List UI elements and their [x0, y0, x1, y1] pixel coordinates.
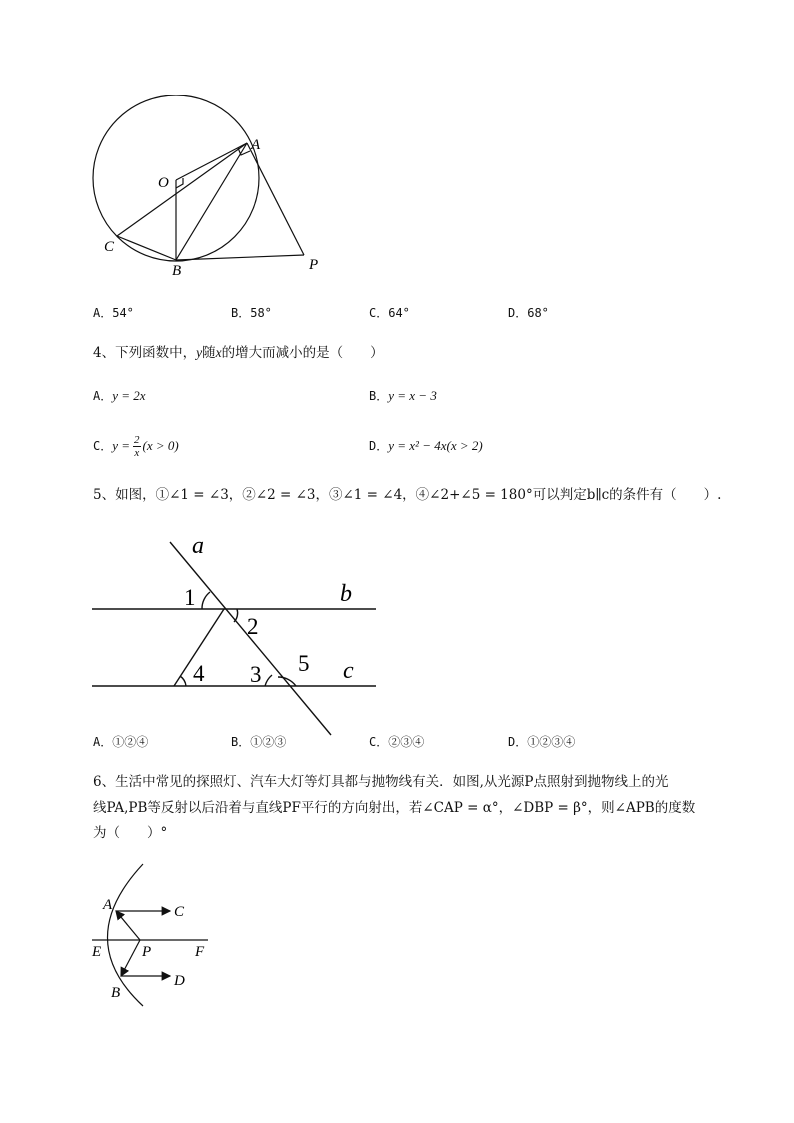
segment-ap: [247, 143, 304, 255]
parallel-lines-figure: [85, 530, 385, 745]
q5-stem: 5、如图，①∠1 = ∠3，②∠2 = ∠3，③∠1 = ∠4，④∠2+∠5 = 180°可以判定b∥c的条件有（ ）.: [93, 487, 722, 503]
label-5: 5: [298, 651, 310, 676]
label-c: c: [343, 658, 354, 684]
label-e: E: [92, 944, 102, 960]
q4-stem: 4、下列函数中，y随x的增大而减小的是（ ）: [93, 345, 384, 361]
label-f: F: [195, 944, 205, 960]
label-a: a: [192, 533, 204, 559]
label-o: O: [158, 175, 169, 191]
label-2: 2: [247, 614, 259, 639]
q6-stem-line2: 线PA,PB等反射以后沿着与直线PF平行的方向射出，若∠CAP = α°，∠DBP = β°，则∠APB的度数: [93, 800, 696, 816]
q4-option-b[interactable]: B．y = x − 3: [369, 388, 437, 403]
circle-figure: [85, 95, 335, 285]
angle-arc-3: [265, 675, 272, 686]
segment-ca: [117, 143, 247, 236]
angle-arc-4: [180, 676, 186, 686]
segment-cb: [117, 236, 176, 260]
label-b: b: [340, 581, 352, 607]
q3-option-a[interactable]: A．54°: [93, 306, 134, 320]
label-4: 4: [193, 661, 205, 686]
q6-stem-line3: 为（ ）°: [93, 825, 168, 841]
q3-option-b[interactable]: B．58°: [231, 306, 272, 320]
q4-option-a[interactable]: A．y = 2x: [93, 388, 146, 403]
segment-ba: [176, 143, 247, 260]
q4-option-d[interactable]: D．y = x² − 4x(x > 2): [369, 438, 483, 453]
label-p: P: [309, 257, 319, 273]
label-3: 3: [250, 662, 262, 687]
label-d: D: [174, 973, 185, 989]
q6-stem-line1: 6、生活中常见的探照灯、汽车大灯等灯具都与抛物线有关．如图,从光源P点照射到抛物线上的光: [93, 774, 669, 790]
label-c: C: [174, 904, 185, 920]
q4-option-c[interactable]: C． y = $\frac{2}{x}$ (x > 0): [93, 433, 179, 459]
q4-option-c-fraction: $\frac{2}{x}$: [134, 433, 140, 459]
label-b: B: [111, 985, 121, 1001]
label-c: C: [104, 239, 115, 255]
parabola-figure: [85, 860, 220, 1015]
label-a: A: [251, 137, 261, 153]
q5-option-d[interactable]: D．①②③④: [508, 735, 576, 749]
label-a: A: [103, 897, 113, 913]
label-1: 1: [184, 585, 196, 610]
ray-pa: [116, 911, 140, 940]
q5-option-b[interactable]: B．①②③: [231, 735, 287, 749]
q5-option-a[interactable]: A．①②④: [93, 735, 149, 749]
label-p: P: [142, 944, 152, 960]
segment-bp: [176, 255, 304, 260]
q3-option-d[interactable]: D．68°: [508, 306, 549, 320]
label-b: B: [172, 263, 182, 279]
angle-arc-1: [202, 592, 210, 609]
q5-option-c[interactable]: C．②③④: [369, 735, 425, 749]
ray-pb: [121, 940, 140, 976]
q3-option-c[interactable]: C．64°: [369, 306, 410, 320]
